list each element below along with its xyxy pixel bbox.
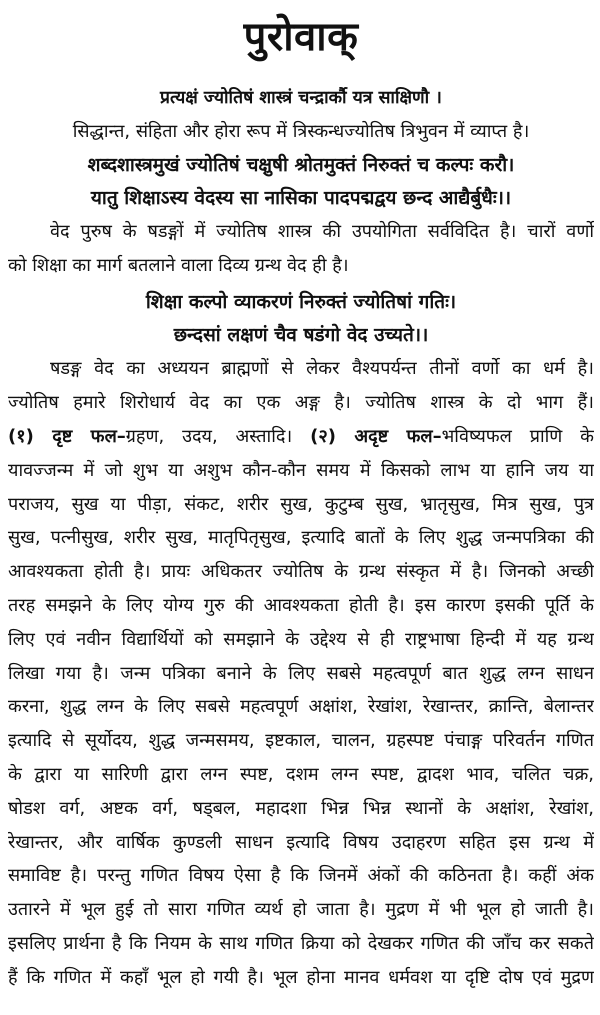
paragraph-line: सुख, पत्नीसुख, शरीर सुख, मातृपितृसुख, इत्यादि बातों के लिए शुद्ध जन्मपत्रिका की — [8, 527, 594, 549]
paragraph-line: करना, शुद्ध लग्न के लिए सबसे महत्वपूर्ण अक्षांश, रेखांश, रेखान्तर, क्रान्ति, बेलान्तर — [8, 696, 594, 718]
paragraph-line: षोडश वर्ग, अष्टक वर्ग, षड्बल, महादशा भिन्न भिन्न स्थानों के अक्षांश, रेखांश, — [8, 797, 594, 819]
paragraph-line: तरह समझने के लिए योग्य गुरु की आवश्यकता होती है। इस कारण इसकी पूर्ति के — [8, 594, 594, 616]
shloka-line-5: छन्दसां लक्षणं चैव षडंगो वेद उच्यते।। — [173, 324, 429, 347]
intro-line: सिद्धान्त, संहिता और होरा रूप में त्रिस्कन्धज्योतिष त्रिभुवन में व्याप्त है। — [72, 121, 530, 142]
shloka-line-2: शब्दशास्त्रमुखं ज्योतिषं चक्षुषी श्रोतमुक्तं निरुक्तं च कल्पः करौ। — [87, 153, 515, 176]
paragraph-line-with-headings — [8, 420, 594, 454]
heading-adrishta-phal: (२) अदृष्ट फल– — [310, 425, 442, 447]
paragraph-line: इसलिए प्रार्थना है कि नियम के साथ गणित क्रिया को देखकर गणित की जाँच कर सकते — [8, 932, 594, 954]
page-title: पुरोवाक् — [243, 14, 359, 60]
paragraph-line: यावज्जन्म में जो शुभ या अशुभ कौन-कौन समय में किसको लाभ या हानि जय या — [8, 459, 594, 481]
shloka-line-1: प्रत्यक्षं ज्योतिषं शास्त्रं चन्द्रार्कौ यत्र साक्षिणौ । — [160, 88, 442, 108]
paragraph-line: रेखान्तर, और वार्षिक कुण्डली साधन इत्यादि विषय उदाहरण सहित इस ग्रन्थ में — [8, 831, 594, 853]
paragraph-line: हैं कि गणित में कहाँ भूल हो गयी है। भूल होना मानव धर्मवश या दृष्टि दोष एवं मुद्रण — [8, 966, 594, 988]
shloka-line-4: शिक्षा कल्पो व्याकरणं निरुक्तं ज्योतिषां गतिः। — [145, 291, 457, 314]
paragraph-line: के द्वारा या सारिणी द्वारा लग्न स्पष्ट, दशम लग्न स्पष्ट, द्वादश भाव, चलित चक्र, — [8, 763, 594, 785]
adrishta-phal-text: भविष्यफल प्राणि के — [441, 425, 594, 447]
paragraph-line: उतारने में भूल हुई तो सारा गणित व्यर्थ हो जाता है। मुद्रण में भी भूल हो जाती है। — [8, 899, 594, 921]
paragraph-line: ज्योतिष हमारे शिरोधार्य वेद का एक अङ्ग है। ज्योतिष शास्त्र के दो भाग हैं। — [8, 392, 594, 414]
shloka-line-3: यातु शिक्षाऽस्य वेदस्य सा नासिका पादपद्मद्वय छन्द आद्यैर्बुधैः।। — [90, 186, 512, 209]
paragraph-line: को शिक्षा का मार्ग बतलाने वाला दिव्य ग्रन्थ वेद ही है। — [8, 254, 349, 276]
paragraph-line: इत्यादि से सूर्योदय, शुद्ध जन्मसमय, इष्टकाल, चालन, ग्रहस्पष्ट पंचाङ्ग परिवर्तन गणित — [8, 730, 594, 752]
paragraph-line: लिखा गया है। जन्म पत्रिका बनाने के लिए सबसे महत्वपूर्ण बात शुद्ध लग्न साधन — [8, 662, 594, 684]
paragraph-line: पराजय, सुख या पीड़ा, संकट, शरीर सुख, कुटुम्ब सुख, भ्रातृसुख, मित्र सुख, पुत्र — [8, 493, 594, 515]
drishta-phal-text: ग्रहण, उदय, अस्तादि। — [125, 425, 293, 447]
paragraph-line: समाविष्ट है। परन्तु गणित विषय ऐसा है कि जिनमें अंकों की कठिनता है। कहीं अंक — [8, 865, 594, 887]
paragraph-line: वेद पुरुष के षडङ्गों में ज्योतिष शास्त्र की उपयोगिता सर्वविदित है। चारों वर्णो — [50, 220, 594, 242]
paragraph-line: षडङ्ग वेद का अध्ययन ब्राह्मणों से लेकर वैश्यपर्यन्त तीनों वर्णो का धर्म है। — [50, 358, 594, 380]
paragraph-line: लिए एवं नवीन विद्यार्थियों को समझाने के उद्देश्य से ही राष्ट्रभाषा हिन्दी में यह ग्रन्थ — [8, 628, 594, 650]
paragraph-line: आवश्यकता होती है। प्रायः अधिकतर ज्योतिष के ग्रन्थ संस्कृत में है। जिनको अच्छी — [8, 561, 594, 583]
heading-drishta-phal: (१) दृष्ट फल– — [8, 425, 126, 447]
